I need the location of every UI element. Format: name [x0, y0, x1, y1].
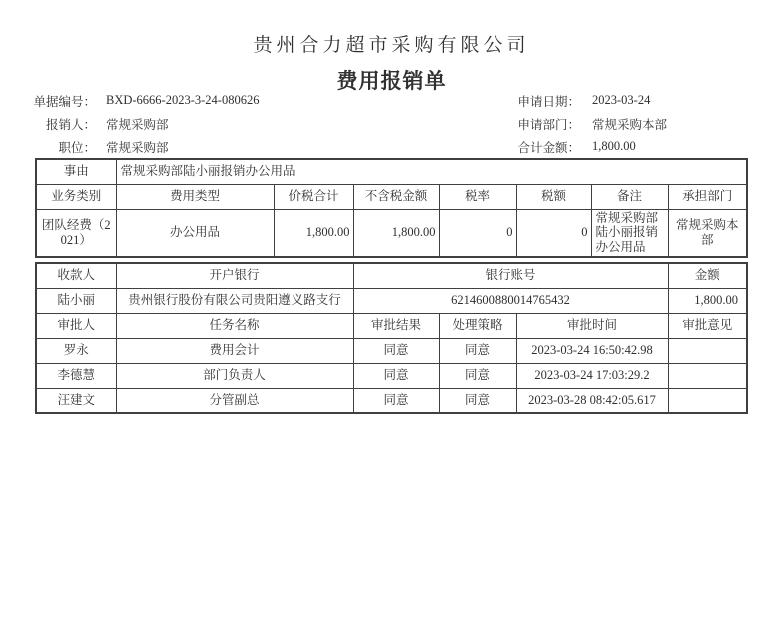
meta-right-block	[508, 89, 667, 158]
expense-header-row	[36, 184, 747, 209]
amount-cell: 1,800.00	[668, 288, 747, 313]
expense-type-cell: 办公用品	[116, 209, 274, 257]
expense-data-row	[36, 209, 747, 257]
bank-header: 开户银行	[116, 263, 353, 288]
opinion-cell	[668, 338, 747, 363]
payee-header: 收款人	[36, 263, 116, 288]
field-apply-department	[508, 112, 667, 135]
strategy-cell: 同意	[439, 388, 516, 413]
approver-cell: 罗永	[36, 338, 116, 363]
approver-cell: 李德慧	[36, 363, 116, 388]
task-name-cell: 费用会计	[116, 338, 353, 363]
tax-rate-cell: 0	[439, 209, 516, 257]
apply-date-label: 申请日期：	[517, 94, 580, 109]
payee-data-row	[36, 288, 747, 313]
strategy-cell: 同意	[439, 363, 516, 388]
tax-rate-header: 税率	[439, 184, 516, 209]
approval-header-row	[36, 313, 747, 338]
approval-row	[36, 338, 747, 363]
approval-result-cell: 同意	[353, 363, 439, 388]
account-cell: 6214600880014765432	[353, 288, 668, 313]
approval-time-cell: 2023-03-28 08:42:05.617	[516, 388, 668, 413]
opinion-cell	[668, 363, 747, 388]
opinion-header: 审批意见	[668, 313, 747, 338]
task-name-cell: 分管副总	[116, 388, 353, 413]
amount-with-tax-cell: 1,800.00	[274, 209, 353, 257]
field-applicant	[24, 112, 259, 135]
reason-row	[36, 159, 747, 184]
applicant-value: 常规采购部	[106, 117, 169, 132]
approval-time-header: 审批时间	[516, 313, 668, 338]
opinion-cell	[668, 388, 747, 413]
approval-row	[36, 388, 747, 413]
field-position	[24, 135, 259, 158]
account-header: 银行账号	[353, 263, 668, 288]
apply-department-label: 申请部门：	[517, 117, 580, 132]
remark-header: 备注	[591, 184, 668, 209]
amount-header: 金额	[668, 263, 747, 288]
meta-left-block	[24, 89, 259, 158]
approval-result-header: 审批结果	[353, 313, 439, 338]
strategy-header: 处理策略	[439, 313, 516, 338]
approver-cell: 汪建文	[36, 388, 116, 413]
reason-label-cell: 事由	[36, 159, 116, 184]
position-label: 职位：	[58, 140, 96, 155]
field-total-amount	[508, 135, 667, 158]
amount-without-tax-header: 不含税金额	[353, 184, 439, 209]
approval-time-cell: 2023-03-24 16:50:42.98	[516, 338, 668, 363]
task-name-header: 任务名称	[116, 313, 353, 338]
expense-type-header: 费用类型	[116, 184, 274, 209]
reason-value-cell: 常规采购部陆小丽报销办公用品	[116, 159, 747, 184]
doc-number-value: BXD-6666-2023-3-24-080626	[106, 93, 260, 107]
tax-amount-header: 税额	[516, 184, 591, 209]
amount-with-tax-header: 价税合计	[274, 184, 353, 209]
amount-without-tax-cell: 1,800.00	[353, 209, 439, 257]
field-doc-number	[24, 89, 259, 112]
doc-number-label: 单据编号：	[33, 94, 96, 109]
position-value: 常规采购部	[106, 140, 169, 155]
payee-header-row	[36, 263, 747, 288]
payee-cell: 陆小丽	[36, 288, 116, 313]
apply-department-value: 常规采购本部	[592, 117, 668, 132]
approval-result-cell: 同意	[353, 338, 439, 363]
apply-date-value: 2023-03-24	[592, 93, 651, 107]
bearing-department-header: 承担部门	[668, 184, 747, 209]
field-apply-date	[508, 89, 667, 112]
remark-cell: 常规采购部陆小丽报销办公用品	[591, 209, 668, 257]
tax-amount-cell: 0	[516, 209, 591, 257]
approver-header: 审批人	[36, 313, 116, 338]
payment-approval-table	[35, 262, 748, 414]
bank-cell: 贵州银行股份有限公司贵阳遵义路支行	[116, 288, 353, 313]
approval-time-cell: 2023-03-24 17:03:29.2	[516, 363, 668, 388]
expense-detail-table	[35, 158, 748, 258]
total-amount-label: 合计金额：	[517, 140, 580, 155]
bearing-department-cell: 常规采购本部	[668, 209, 747, 257]
approval-row	[36, 363, 747, 388]
company-title: 贵州合力超市采购有限公司	[253, 35, 530, 56]
form-title: 费用报销单	[336, 69, 447, 93]
strategy-cell: 同意	[439, 338, 516, 363]
business-category-cell: 团队经费（2021）	[36, 209, 116, 257]
task-name-cell: 部门负责人	[116, 363, 353, 388]
approval-result-cell: 同意	[353, 388, 439, 413]
applicant-label: 报销人：	[45, 117, 96, 132]
total-amount-value: 1,800.00	[592, 139, 636, 153]
business-category-header: 业务类别	[36, 184, 116, 209]
